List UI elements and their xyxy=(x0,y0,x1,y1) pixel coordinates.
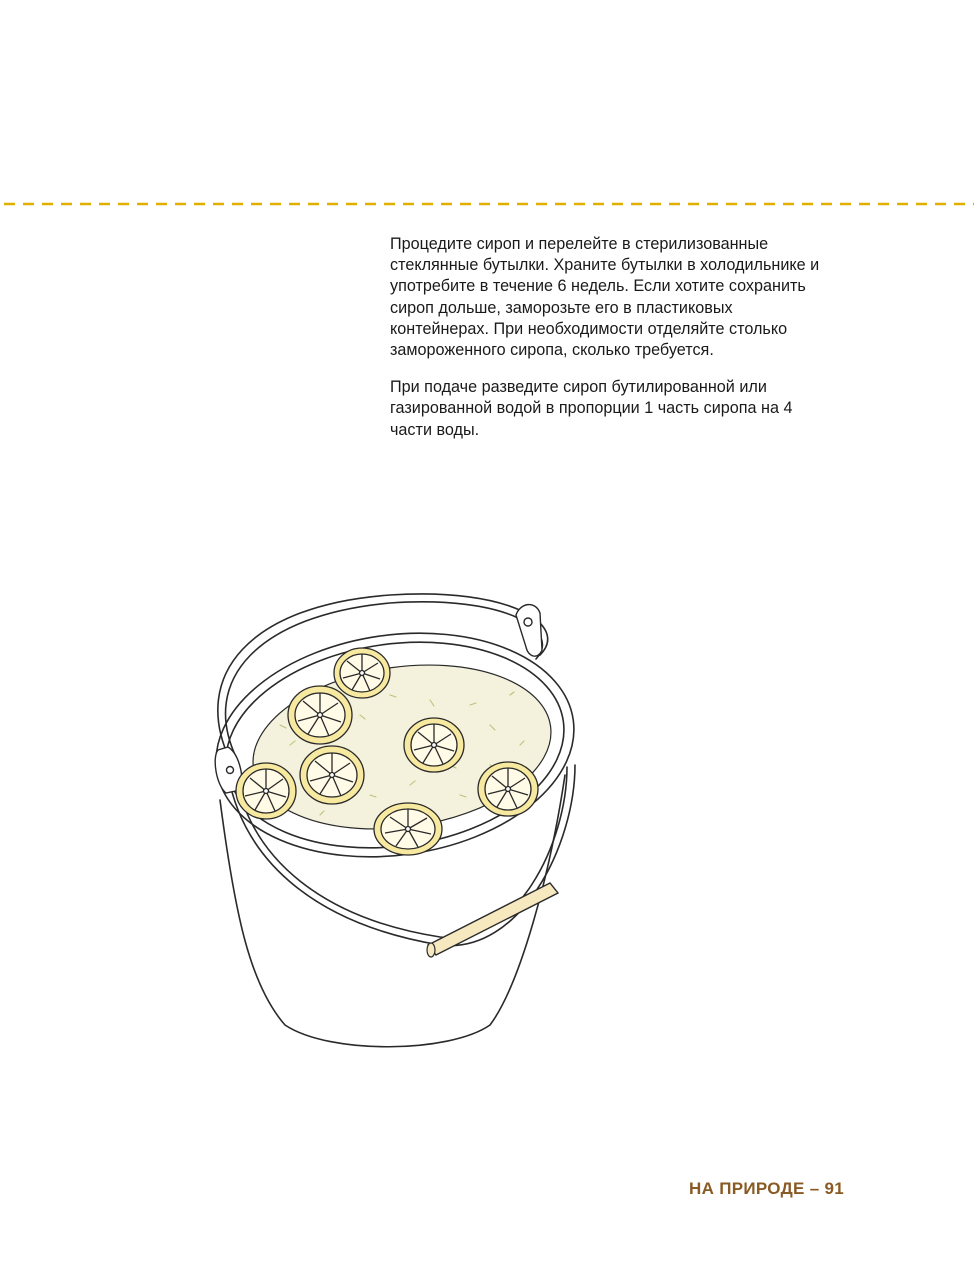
page-number: 91 xyxy=(824,1179,844,1198)
paragraph-storage: Процедите сироп и перелейте в стерилизованные стеклянные бутылки. Храните бутылки в холодильнике и употребите в течение 6 недель. Если хотите сохранить сироп дольше, заморозьте его в пластиковых контейнерах. При необходимости отделяйте столько замороженного сиропа, сколько требуется. xyxy=(390,235,820,360)
bucket-with-lemon-slices-icon xyxy=(190,585,610,1055)
paragraph-serving: При подаче разведите сироп бутилированной или газированной водой в пропорции 1 часть сиропа на 4 части воды. xyxy=(390,378,793,439)
dashed-divider xyxy=(0,200,974,208)
footer-separator: – xyxy=(809,1179,820,1198)
section-title: НА ПРИРОДЕ xyxy=(689,1179,805,1198)
instructions-text xyxy=(390,234,830,457)
page-footer xyxy=(689,1179,844,1199)
